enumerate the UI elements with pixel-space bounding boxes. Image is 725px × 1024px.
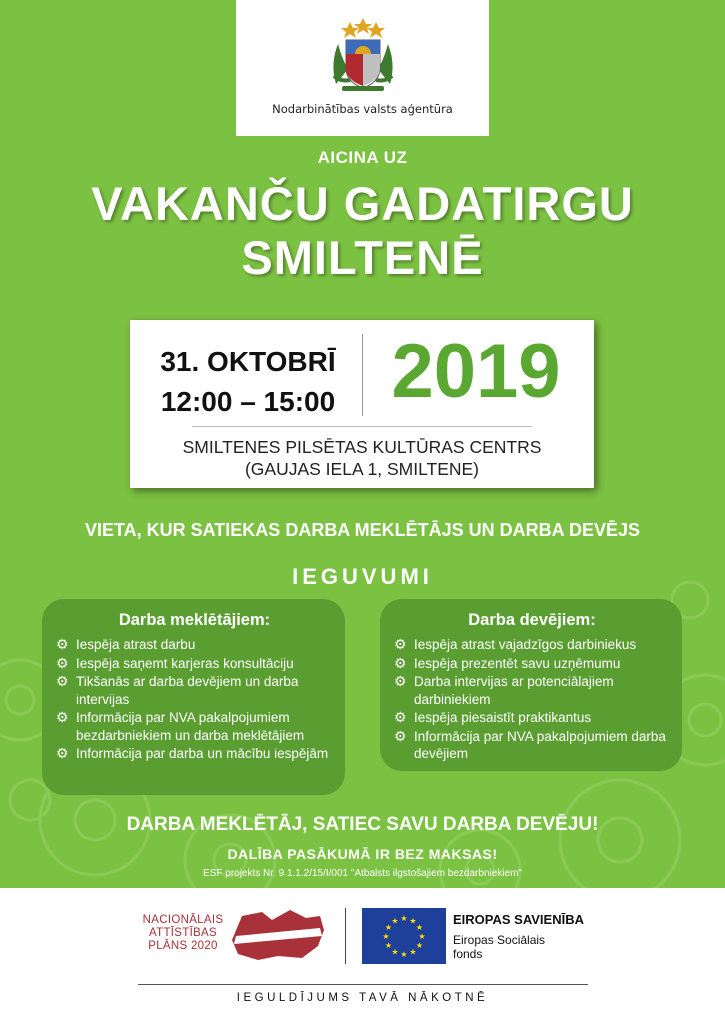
- gear-icon: ⚙: [56, 636, 69, 652]
- gear-icon: ⚙: [394, 709, 407, 725]
- svg-text:★: ★: [415, 923, 424, 932]
- gear-icon: ⚙: [56, 654, 69, 671]
- employers-card: [380, 599, 682, 771]
- agency-name: Nodarbinātības valsts aģentūra: [272, 102, 453, 116]
- list-item: ⚙ Iespēja piesaistīt praktikantus: [394, 709, 592, 725]
- gear-icon: ⚙: [394, 673, 407, 689]
- slogan: DARBA MEKLĒTĀJ, SATIEC SAVU DARBA DEVĒJU!: [126, 814, 599, 835]
- event-date-time: [148, 342, 348, 422]
- event-year: 2019: [391, 329, 561, 414]
- list-item: ⚙ Iespēja atrast darbu: [56, 636, 196, 652]
- employers-title: Darba devējiem:: [468, 611, 596, 629]
- svg-text:★: ★: [409, 947, 417, 957]
- list-item: ⚙ Informācija par NVA pakalpojumiem bezdarbniekiem un darba meklētājiem: [56, 709, 305, 743]
- svg-text:★: ★: [418, 932, 426, 941]
- list-item: ⚙ Iespēja atrast vajadzīgos darbiniekus: [394, 636, 637, 652]
- svg-text:★: ★: [382, 932, 390, 941]
- svg-text:★: ★: [400, 950, 408, 959]
- gear-icon: ⚙: [56, 673, 69, 689]
- svg-text:★: ★: [384, 923, 393, 932]
- gear-icon: ⚙: [56, 745, 69, 761]
- event-date: 31. OKTOBRĪ: [160, 346, 336, 377]
- list-item: ⚙ Iespēja saņemt karjeras konsultāciju: [56, 654, 294, 671]
- free-participation-note: DALĪBA PASĀKUMĀ IR BEZ MAKSAS!: [227, 846, 498, 862]
- employers-list: [394, 636, 670, 763]
- event-venue: [130, 436, 594, 480]
- eu-flag-icon: [362, 908, 446, 964]
- svg-text:★: ★: [400, 914, 408, 923]
- title-line-1: VAKANČU GADATIRGU: [91, 177, 634, 230]
- svg-text:★: ★: [415, 941, 424, 950]
- list-item: ⚙ Darba intervijas ar potenciālajiem darbiniekiem: [394, 673, 614, 707]
- title-line-2: SMILTENĒ: [241, 231, 484, 284]
- nap-2020-logo-text: NACIONĀLAIS ATTĪSTĪBAS PLĀNS 2020: [142, 914, 224, 952]
- esf-project-note: ESF projekts Nr. 9.1.1.2/15/I/001 "Atbalsts ilgstošajiem bezdarbniekiem": [203, 868, 522, 879]
- gear-icon: ⚙: [394, 654, 407, 671]
- eu-fund-name: Eiropas Sociālais fonds: [453, 933, 546, 961]
- latvia-coat-of-arms-icon: [328, 14, 398, 96]
- agency-logo-panel: [236, 0, 489, 136]
- footer-line: [138, 984, 588, 985]
- footer-motto: IEGULDĪJUMS TAVĀ NĀKOTNĒ: [236, 992, 489, 1004]
- gear-icon: ⚙: [394, 636, 407, 652]
- svg-text:★: ★: [384, 941, 393, 950]
- job-seekers-list: [56, 636, 333, 763]
- job-seekers-title: Darba meklētājiem:: [118, 611, 271, 629]
- svg-text:★: ★: [409, 916, 417, 926]
- horizontal-divider: [192, 426, 532, 427]
- event-date-box: [130, 320, 594, 488]
- job-seekers-card: [42, 599, 345, 795]
- eu-title: EIROPAS SAVIENĪBA: [453, 912, 584, 927]
- svg-text:★: ★: [391, 916, 399, 926]
- place-tagline: VIETA, KUR SATIEKAS DARBA MEKLĒTĀJS UN DARBA DEVĒJS: [84, 520, 641, 540]
- list-item: ⚙ Informācija par darba un mācību iespējām: [56, 745, 329, 761]
- venue-name: SMILTENES PILSĒTAS KULTŪRAS CENTRS: [182, 437, 542, 457]
- gear-icon: ⚙: [56, 709, 69, 725]
- footer-divider: [345, 908, 346, 964]
- svg-text:★: ★: [391, 947, 399, 957]
- invite-text: AICINA UZ: [317, 148, 408, 167]
- gear-icon: ⚙: [394, 727, 407, 744]
- vertical-divider: [362, 334, 363, 416]
- latvia-map-flag-icon: [228, 906, 328, 964]
- benefits-heading: IEGUVUMI: [292, 564, 433, 589]
- venue-address: (GAUJAS IELA 1, SMILTENE): [244, 459, 480, 479]
- event-time: 12:00 – 15:00: [160, 386, 336, 417]
- list-item: ⚙ Informācija par NVA pakalpojumiem darba devējiem: [394, 727, 666, 761]
- list-item: ⚙ Iespēja prezentēt savu uzņēmumu: [394, 654, 621, 671]
- list-item: ⚙ Tikšanās ar darba devējiem un darba intervijas: [56, 673, 299, 707]
